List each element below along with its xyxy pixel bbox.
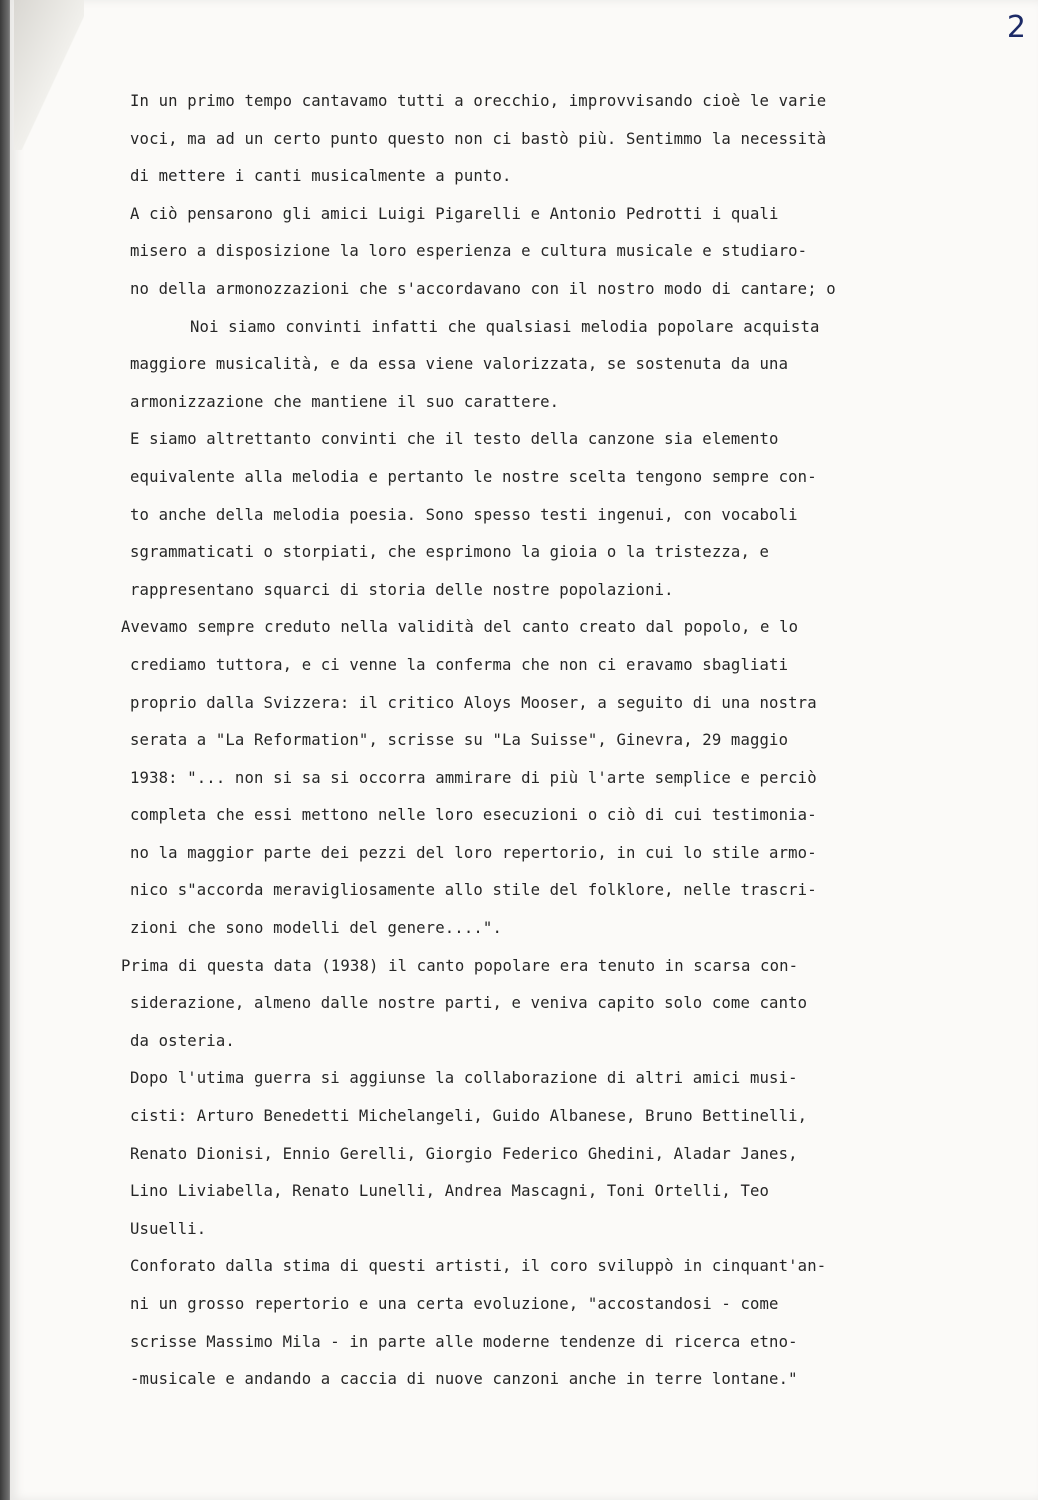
text-line: completa che essi mettono nelle loro esecuzioni o ciò di cui testimonia-	[130, 806, 817, 825]
text-line: no la maggior parte dei pezzi del loro repertorio, in cui lo stile armo-	[130, 843, 817, 862]
text-line: Lino Liviabella, Renato Lunelli, Andrea Mascagni, Toni Ortelli, Teo	[130, 1182, 770, 1201]
text-line: to anche della melodia poesia. Sono spesso testi ingenui, con vocaboli	[130, 505, 798, 524]
text-line: sgrammaticati o storpiati, che esprimono la gioia o la tristezza, e	[130, 543, 770, 562]
page-number: 2	[1006, 10, 1026, 45]
text-line: voci, ma ad un certo punto questo non ci bastò più. Sentimmo la necessità	[130, 129, 827, 148]
text-line: serata a "La Reformation", scrisse su "La Suisse", Ginevra, 29 maggio	[130, 731, 789, 750]
text-line: scrisse Massimo Mila - in parte alle moderne tendenze di ricerca etno-	[130, 1332, 798, 1351]
text-line: Avevamo sempre creduto nella validità del canto creato dal popolo, e lo	[121, 618, 799, 637]
text-line: In un primo tempo cantavamo tutti a orecchio, improvvisando cioè le varie	[130, 92, 827, 110]
text-line: di mettere i canti musicalmente a punto.	[130, 167, 512, 186]
text-line: no della armonozzazioni che s'accordavano con il nostro modo di cantare; o	[130, 279, 836, 298]
text-line: Usuelli.	[130, 1219, 207, 1238]
text-line: siderazione, almeno dalle nostre parti, e veniva capito solo come canto	[130, 994, 808, 1013]
text-line: Conforato dalla stima di questi artisti, il coro sviluppò in cinquant'an-	[130, 1257, 827, 1276]
text-line: -musicale e andando a caccia di nuove canzoni anche in terre lontane."	[130, 1370, 798, 1389]
text-line: Renato Dionisi, Ennio Gerelli, Giorgio Federico Ghedini, Aladar Janes,	[130, 1144, 798, 1163]
text-line: nico s"accorda meravigliosamente allo stile del folklore, nelle trascri-	[130, 881, 817, 900]
text-line: A ciò pensarono gli amici Luigi Pigarelli e Antonio Pedrotti i quali	[130, 204, 779, 223]
text-line: E siamo altrettanto convinti che il testo della canzone sia elemento	[130, 430, 779, 449]
text-line: ni un grosso repertorio e una certa evoluzione, "accostandosi - come	[130, 1295, 779, 1313]
text-line: Noi siamo convinti infatti che qualsiasi melodia popolare acquista	[190, 317, 820, 336]
text-line: da osteria.	[130, 1031, 235, 1050]
page-corner-fold	[14, 0, 84, 150]
text-line: equivalente alla melodia e pertanto le nostre scelta tengono sempre con-	[130, 467, 817, 486]
text-line: misero a disposizione la loro esperienza e cultura musicale e studiaro-	[130, 242, 808, 261]
text-line: Prima di questa data (1938) il canto popolare era tenuto in scarsa con-	[121, 956, 799, 975]
text-line: crediamo tuttora, e ci venne la conferma che non ci eravamo sbagliati	[130, 655, 789, 674]
text-line: zioni che sono modelli del genere....".	[130, 919, 502, 938]
typed-text-body	[115, 83, 955, 1399]
text-line: maggiore musicalità, e da essa viene valorizzata, se sostenuta da una	[130, 355, 789, 374]
text-line: cisti: Arturo Benedetti Michelangeli, Guido Albanese, Bruno Bettinelli,	[130, 1107, 808, 1126]
text-line: 1938: "... non si sa si occorra ammirare di più l'arte semplice e perciò	[130, 768, 817, 787]
text-line: proprio dalla Svizzera: il critico Aloys Mooser, a seguito di una nostra	[130, 693, 817, 712]
text-line: armonizzazione che mantiene il suo carattere.	[130, 392, 560, 411]
text-line: rappresentano squarci di storia delle nostre popolazioni.	[130, 580, 674, 599]
text-line: Dopo l'utima guerra si aggiunse la collaborazione di altri amici musi-	[130, 1069, 798, 1088]
